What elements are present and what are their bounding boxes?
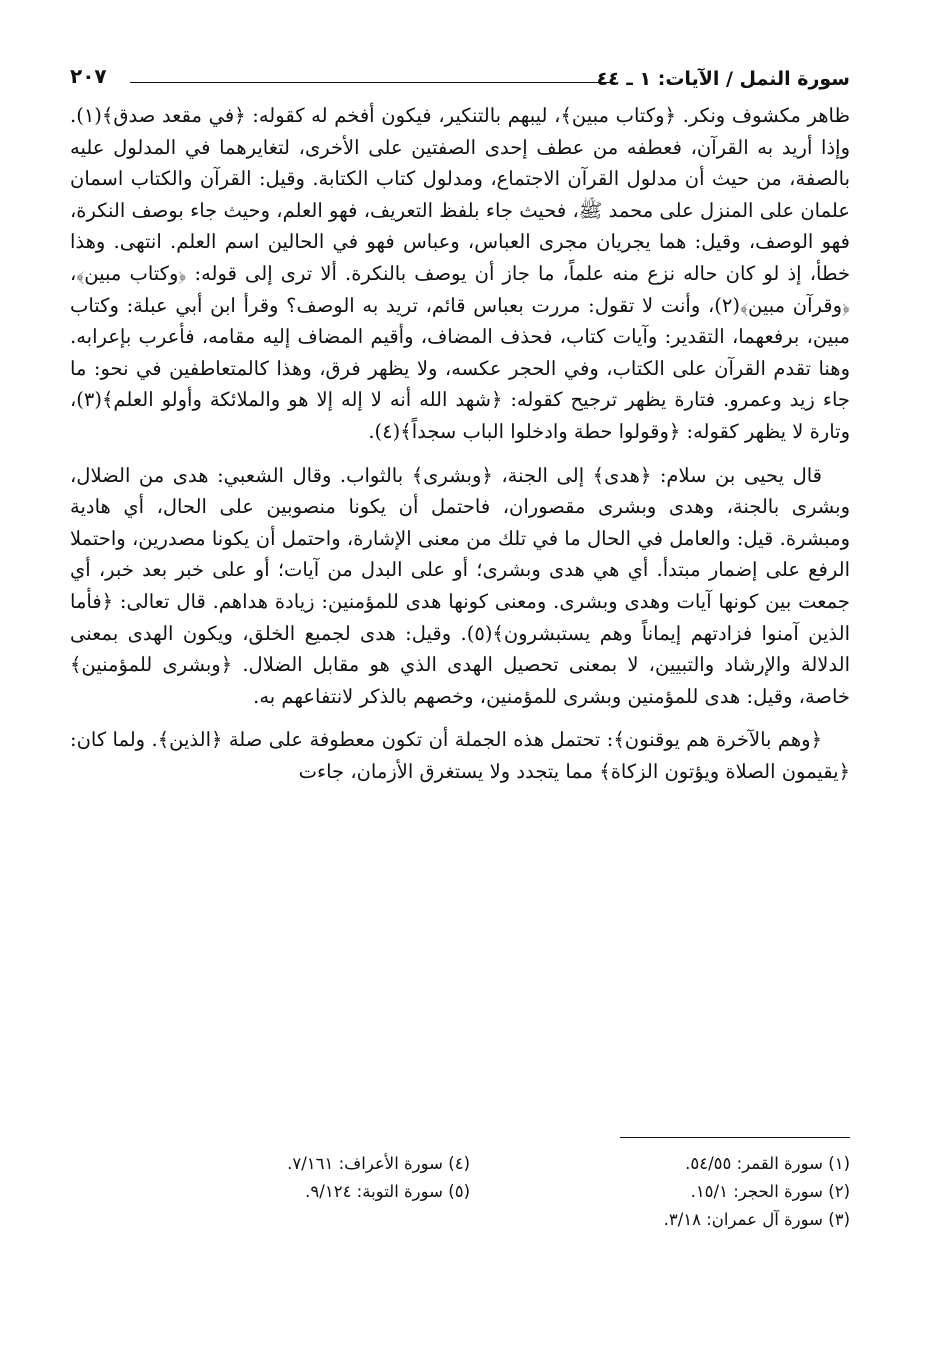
paragraph: قال يحيى بن سلام: ﴿هدى﴾ إلى الجنة، ﴿وبشرى﴾ بالثواب. وقال الشعبي: هدى من الضلال، وبشرى بالجنة، وهدى وبشرى مقصوران، فاحتمل أن يكونا منصوبين على الحال، أي هادية ومبشرة. قيل: والعامل في الحال ما في تلك من معنى الإشارة، واحتمل أن يكونا مصدرين، واحتملا الرفع على إضمار مبتدأ. أي هي هدى وبشرى؛ أو على البدل من آيات؛ أو على خبر بعد خبر، أي جمعت بين كونها آيات وهدى وبشرى. ومعنى كونها هدى للمؤمنين: زيادة هداهم. قال تعالى: ﴿فأما الذين آمنوا فزادتهم إيماناً وهم يستبشرون﴾(٥). وقيل: هدى لجميع الخلق، ويكون الهدى بمعنى الدلالة والإرشاد والتبيين، لا بمعنى تحصيل الهدى الذي هو مقابل الضلال. ﴿وبشرى للمؤمنين﴾ خاصة، وقيل: هدى للمؤمنين وبشرى للمؤمنين، وخصهم بالذكر لانتفاعهم به. — [70, 463, 851, 708]
footnote: (٣) سورة آل عمران: ٣/١٨. — [663, 1210, 850, 1229]
footnotes-right-column — [490, 1150, 850, 1234]
chapter-title: سورة النمل / الآيات: ١ ـ ٤٤ — [596, 68, 850, 90]
book-page — [70, 60, 851, 1229]
footnote: (٢) سورة الحجر: ١٥/١. — [690, 1182, 850, 1201]
footnote: (٥) سورة التوبة: ٩/١٢٤. — [305, 1182, 470, 1201]
page-number: ٢٠٧ — [70, 64, 107, 88]
footnote-rule — [620, 1137, 850, 1138]
main-text — [70, 100, 850, 787]
running-header — [70, 60, 850, 100]
footnotes-left-column — [90, 1150, 470, 1206]
footnote: (١) سورة القمر: ٥٤/٥٥. — [685, 1154, 850, 1173]
paragraph: ظاهر مكشوف ونكر. ﴿وكتاب مبين﴾، ليبهم بالتنكير، فيكون أفخم له كقوله: ﴿في مقعد صدق﴾(١). وإذا أريد به القرآن، فعطفه من عطف إحدى الصفتين على الأخرى، لتغايرهما في المدلول عليه بالصفة، من حيث أن مدلول القرآن الاجتماع، ومدلول كتاب الكتابة. وقيل: القرآن والكتاب اسمان علمان على المنزل على محمد ﷺ، فحيث جاء بلفظ التعريف، فهو العلم، وحيث جاء بوصف النكرة، فهو الوصف، وقيل: هما يجريان مجرى العباس، وعباس فهو في الحالين اسم العلم. انتهى. وهذا خطأ، إذ لو كان حاله نزع منه علماً، ما جاز أن يوصف بالنكرة. ألا ترى إلى قوله: ﴿وكتاب مبين﴾، ﴿وقرآن مبين﴾(٢)، وأنت لا تقول: مررت بعباس قائم، تريد به الوصف؟ وقرأ ابن أبي عبلة: وكتاب مبين، برفعهما، التقدير: وآيات كتاب، فحذف المضاف، وأقيم المضاف إليه مقامه، فأعرب بإعرابه. وهنا تقدم القرآن على الكتاب، وفي الحجر عكسه، ولا يظهر فرق، وهذا كالمتعاطفين في نحو: ما جاء زيد وعمرو. فتارة يظهر ترجيح كقوله: ﴿شهد الله أنه لا إله إلا هو والملائكة وأولو العلم﴾(٣)، وتارة لا يظهر كقوله: ﴿وقولوا حطة وادخلوا الباب سجداً﴾(٤). — [70, 104, 850, 443]
paragraph: ﴿وهم بالآخرة هم يوقنون﴾: تحتمل هذه الجملة أن تكون معطوفة على صلة ﴿الذين﴾. ولما كان: ﴿يقيمون الصلاة ويؤتون الزكاة﴾ مما يتجدد ولا يستغرق الأزمان، جاءت — [70, 728, 850, 783]
footnote: (٤) سورة الأعراف: ٧/١٦١. — [287, 1154, 470, 1173]
header-rule — [130, 82, 615, 83]
